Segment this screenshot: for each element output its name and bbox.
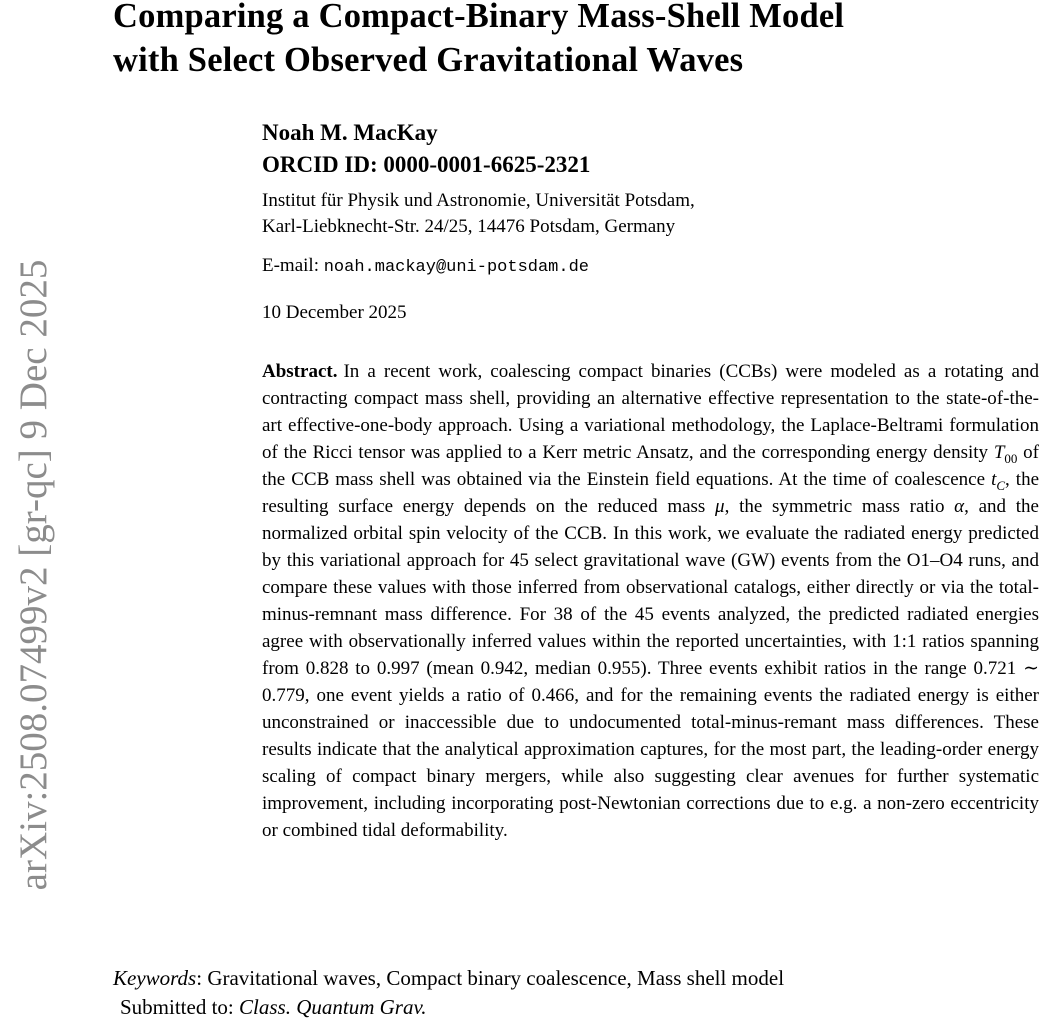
abstract-text-2: of the CCB mass shell was obtained via the Einstein field equations. At the time of coalescence [262, 442, 1039, 490]
arxiv-identifier-stamp: arXiv:2508.07499v2 [gr-qc] 9 Dec 2025 [12, 259, 55, 891]
abstract-text-3: , the resulting surface energy depends on the reduced mass [262, 469, 1039, 517]
abstract-text-4: , the symmetric mass ratio [724, 496, 945, 517]
journal-name: Class. Quantum Grav. [239, 995, 427, 1019]
author-name: Noah M. MacKay [262, 120, 438, 145]
subscript-C: C [996, 477, 1006, 493]
submitted-line [120, 993, 426, 1021]
symbol-t: t [991, 469, 997, 490]
symbol-mu: μ [715, 496, 725, 517]
keywords-label: Keywords [113, 966, 197, 990]
symbol-T: T [993, 442, 1005, 463]
abstract-text-1: In a recent work, coalescing compact binaries (CCBs) were modeled as a rotating and contracting compact mass shell, providing an alternative effective representation to the state-of-the-art effective-one-body approach. Using a variational methodology, the Laplace-Beltrami formulation of the Ricci tensor was applied to a Kerr metric Ansatz, and the corresponding energy density [262, 361, 1039, 463]
keywords-line [113, 964, 784, 992]
paper-date: 10 December 2025 [262, 302, 407, 323]
title-line-1: Comparing a Compact-Binary Mass-Shell Model [113, 0, 845, 35]
title-line-2: with Select Observed Gravitational Waves [113, 41, 744, 79]
abstract [262, 358, 1039, 844]
abstract-label: Abstract. [262, 361, 338, 382]
paper-title [113, 0, 1023, 82]
symbol-alpha: α [954, 496, 965, 517]
keywords-text: : Gravitational waves, Compact binary coalescence, Mass shell model [196, 966, 785, 990]
email-label: E-mail: [262, 255, 319, 276]
abstract-text-5: , and the normalized orbital spin velocity of the CCB. In this work, we evaluate the radiated energy predicted by this variational approach for 45 select gravitational wave (GW) events from the O1–O4 runs, and compare these values with those inferred from observational catalogs, either directly or via the total-minus-remnant mass difference. For 38 of the 45 events analyzed, the predicted radiated energies agree with observationally inferred values within the reported uncertainties, with 1:1 ratios spanning from 0.828 to 0.997 (mean 0.942, median 0.955). Three events exhibit ratios in the range 0.721 ∼ 0.779, one event yields a ratio of 0.466, and for the remaining events the radiated energy is either unconstrained or inaccessible due to undocumented total-minus-remant mass differences. These results indicate that the analytical approximation captures, for the most part, the leading-order energy scaling of compact binary mergers, while also suggesting clear avenues for further systematic improvement, including incorporating post-Newtonian corrections due to e.g. a non-zero eccentricity or combined tidal deformability. [262, 496, 1039, 841]
subscript-00: 00 [1004, 450, 1018, 466]
email-line [262, 253, 589, 281]
submitted-label: Submitted to: [120, 995, 234, 1019]
email-address[interactable]: noah.mackay@uni-potsdam.de [323, 258, 589, 277]
author-orcid: ORCID ID: 0000-0001-6625-2321 [262, 152, 591, 177]
affiliation-line-2: Karl-Liebknecht-Str. 24/25, 14476 Potsdam, Germany [262, 216, 676, 237]
affiliation-line-1: Institut für Physik und Astronomie, Universität Potsdam, [262, 190, 695, 211]
